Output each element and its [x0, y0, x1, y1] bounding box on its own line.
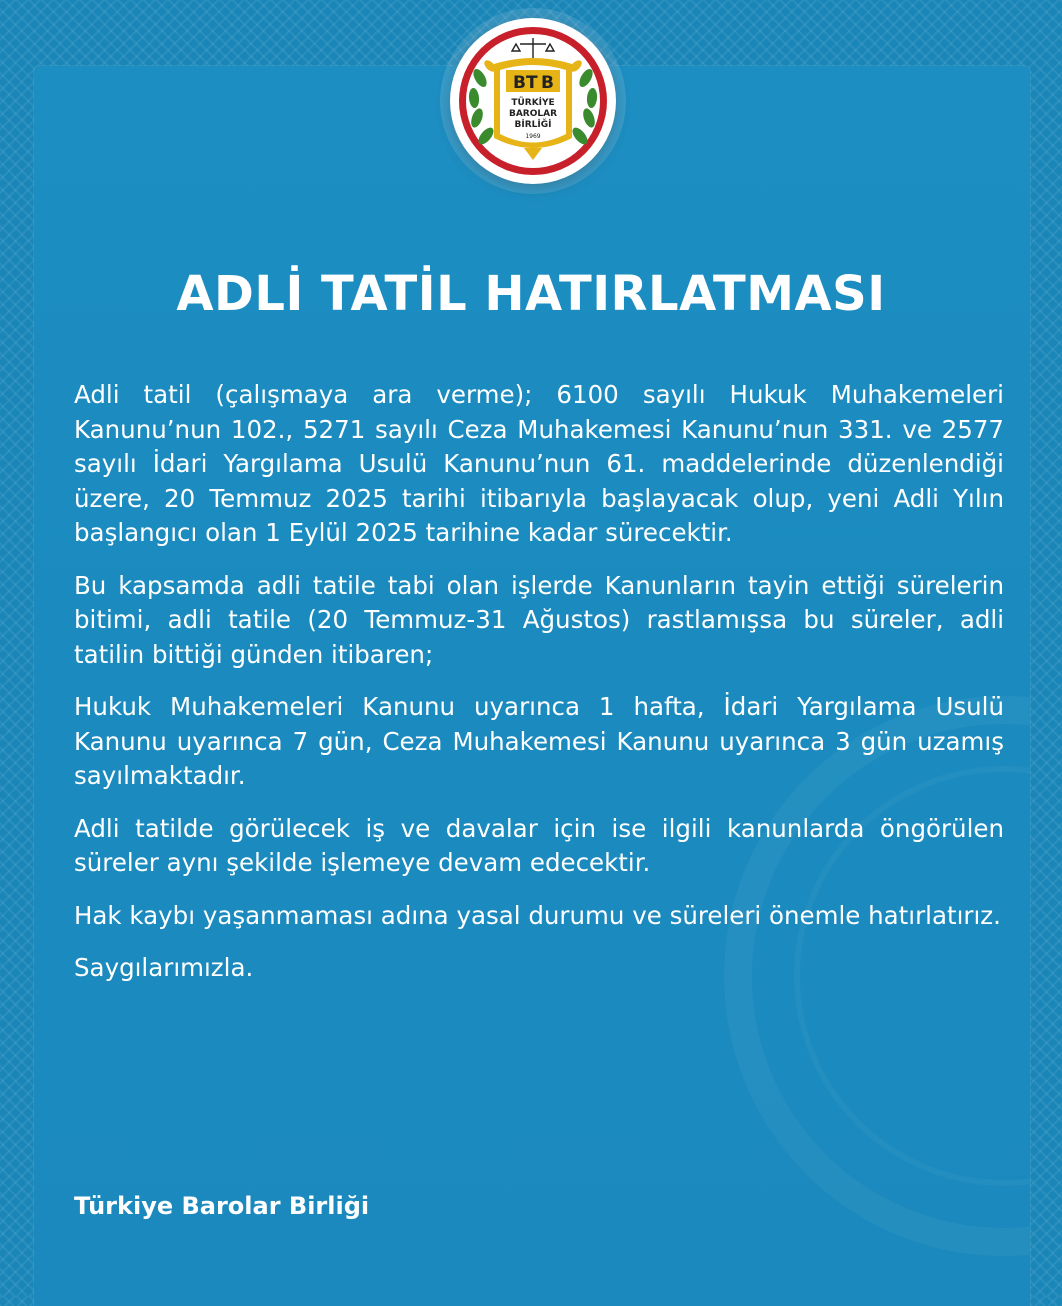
announcement-body	[74, 378, 1004, 1004]
paragraph-3: Hukuk Muhakemeleri Kanunu uyarınca 1 hafta, İdari Yargılama Usulü Kanunu uyarınca 7 gün, Ceza Muhakemesi Kanunu uyarınca 3 gün uzamış sayılmaktadır.	[74, 692, 1004, 790]
tbb-logo	[450, 18, 616, 184]
logo-letter-right: B	[541, 73, 554, 93]
paragraph-4: Adli tatilde görülecek iş ve davalar için ise ilgili kanunlarda öngörülen süreler aynı şekilde işlemeye devam edecektir.	[74, 813, 1004, 877]
logo-letter-mid: T	[526, 73, 538, 93]
logo-letter-left: B	[513, 73, 526, 93]
paragraph-6: Saygılarımızla.	[74, 953, 254, 982]
logo-line-2: BAROLAR	[508, 109, 558, 119]
paragraph-2: Bu kapsamda adli tatile tabi olan işlerde Kanunların tayin ettiği sürelerin bitimi, adli tatile (20 Temmuz-31 Ağustos) rastlamışsa bu süreler, adli tatilin bittiği günden itibaren;	[74, 570, 1004, 669]
signature: Türkiye Barolar Birliği	[74, 1192, 370, 1220]
logo-line-3: BİRLİĞİ	[514, 120, 552, 130]
page-title: ADLİ TATİL HATIRLATMASI	[176, 266, 886, 322]
paragraph-5: Hak kaybı yaşanmaması adına yasal durumu ve süreleri önemle hatırlatırız.	[74, 900, 1001, 930]
paragraph-1: Adli tatil (çalışmaya ara verme); 6100 sayılı Hukuk Muhakemeleri Kanunu’nun 102., 5271 sayılı Ceza Muhakemesi Kanunu’nun 331. ve 2577 sayılı İdari Yargılama Usulü Kanunu’nun 61. maddelerinde düzenlendiği üzere, 20 Temmuz 2025 tarihi itibarıyla başlayacak olup, yeni Adli Yılın başlangıcı olan 1 Eylül 2025 tarihine kadar sürecektir.	[74, 380, 1004, 547]
logo-line-1: TÜRKİYE	[511, 98, 555, 108]
logo-year: 1969	[525, 133, 541, 140]
tbb-logo-emblem	[450, 18, 616, 184]
